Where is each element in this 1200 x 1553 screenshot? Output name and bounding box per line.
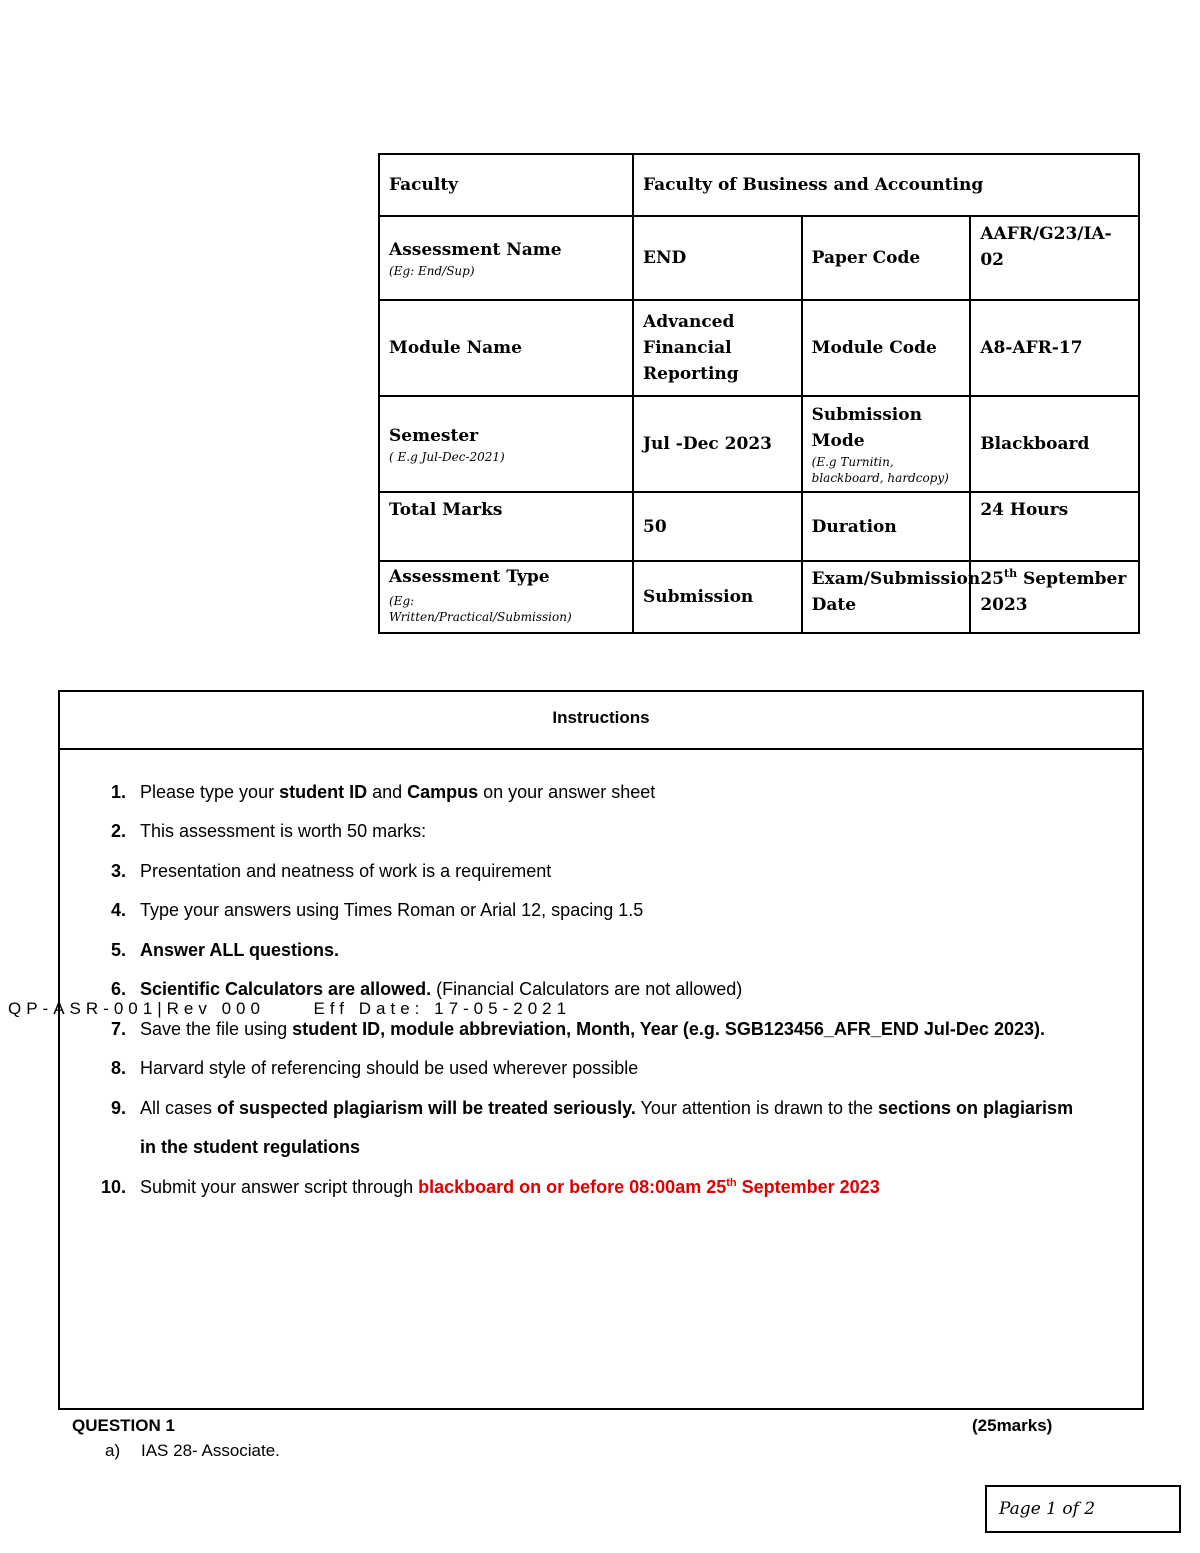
paper-code-value: AAFR/G23/IA-02 [970,216,1139,300]
assessment-type-label: Assessment Type (Eg: Written/Practical/Submission) [379,561,633,633]
question-part-label: a) [105,1441,121,1460]
page-indicator: Page 1 of 2 [985,1485,1181,1533]
duration-value: 24 Hours [970,492,1139,561]
faculty-value: Faculty of Business and Accounting [633,154,1139,216]
assessment-info-table [378,153,1140,634]
document-control-code: QP-ASR-001|Rev 000 Eff Date: 17-05-2021 [8,999,572,1018]
module-name-label: Module Name [379,300,633,396]
question-part-text: IAS 28- Associate. [141,1441,280,1460]
total-marks-value: 50 [633,492,802,561]
assessment-name-label: Assessment Name (Eg: End/Sup) [379,216,633,300]
total-marks-label: Total Marks [379,492,633,561]
question-title: QUESTION 1 [72,1416,175,1435]
submission-mode-value: Blackboard [970,396,1139,492]
module-code-value: A8-AFR-17 [970,300,1139,396]
faculty-label: Faculty [379,154,633,216]
module-name-value: Advanced Financial Reporting [633,300,802,396]
assessment-type-value: Submission [633,561,802,633]
module-code-label: Module Code [802,300,971,396]
submission-mode-label: Submission Mode (E.g Turnitin, blackboard, hardcopy) [802,396,971,492]
paper-code-label: Paper Code [802,216,971,300]
question-part [105,1441,280,1461]
assessment-name-value: END [633,216,802,300]
exam-date-label: Exam/Submission Date [802,561,971,633]
exam-date-value: 25th September 2023 [970,561,1139,633]
duration-label: Duration [802,492,971,561]
instructions-box: Instructions 1. Please type your student ID and Campus on your answer sheet 2. This assessment is worth 50 marks: 3. Presentation and neatness of work is a requirement 4. Type your answers using Times Roman or Arial 12, spacing 1.5 5. Answer ALL questions. 6. Scientific Calculators are allowed. (Financial Calculators are not allowed) 7. Save the file using student ID, module abbreviation, Month, Year (e.g. SGB123456_AFR_END Jul-Dec 2023). 8. Harvard style of referencing should be used wherever possible 9. All cases of suspected plagiarism will be treated seriously. Your attention is drawn to the sections on plagiarism in the student regulations 10. Submit your answer script through blackboard on or before 08:00am 25th September 2023 [58,690,1144,1410]
question-marks: (25marks) [972,1416,1053,1435]
instructions-heading: Instructions [60,692,1142,750]
semester-value: Jul -Dec 2023 [633,396,802,492]
semester-label: Semester ( E.g Jul-Dec-2021) [379,396,633,492]
